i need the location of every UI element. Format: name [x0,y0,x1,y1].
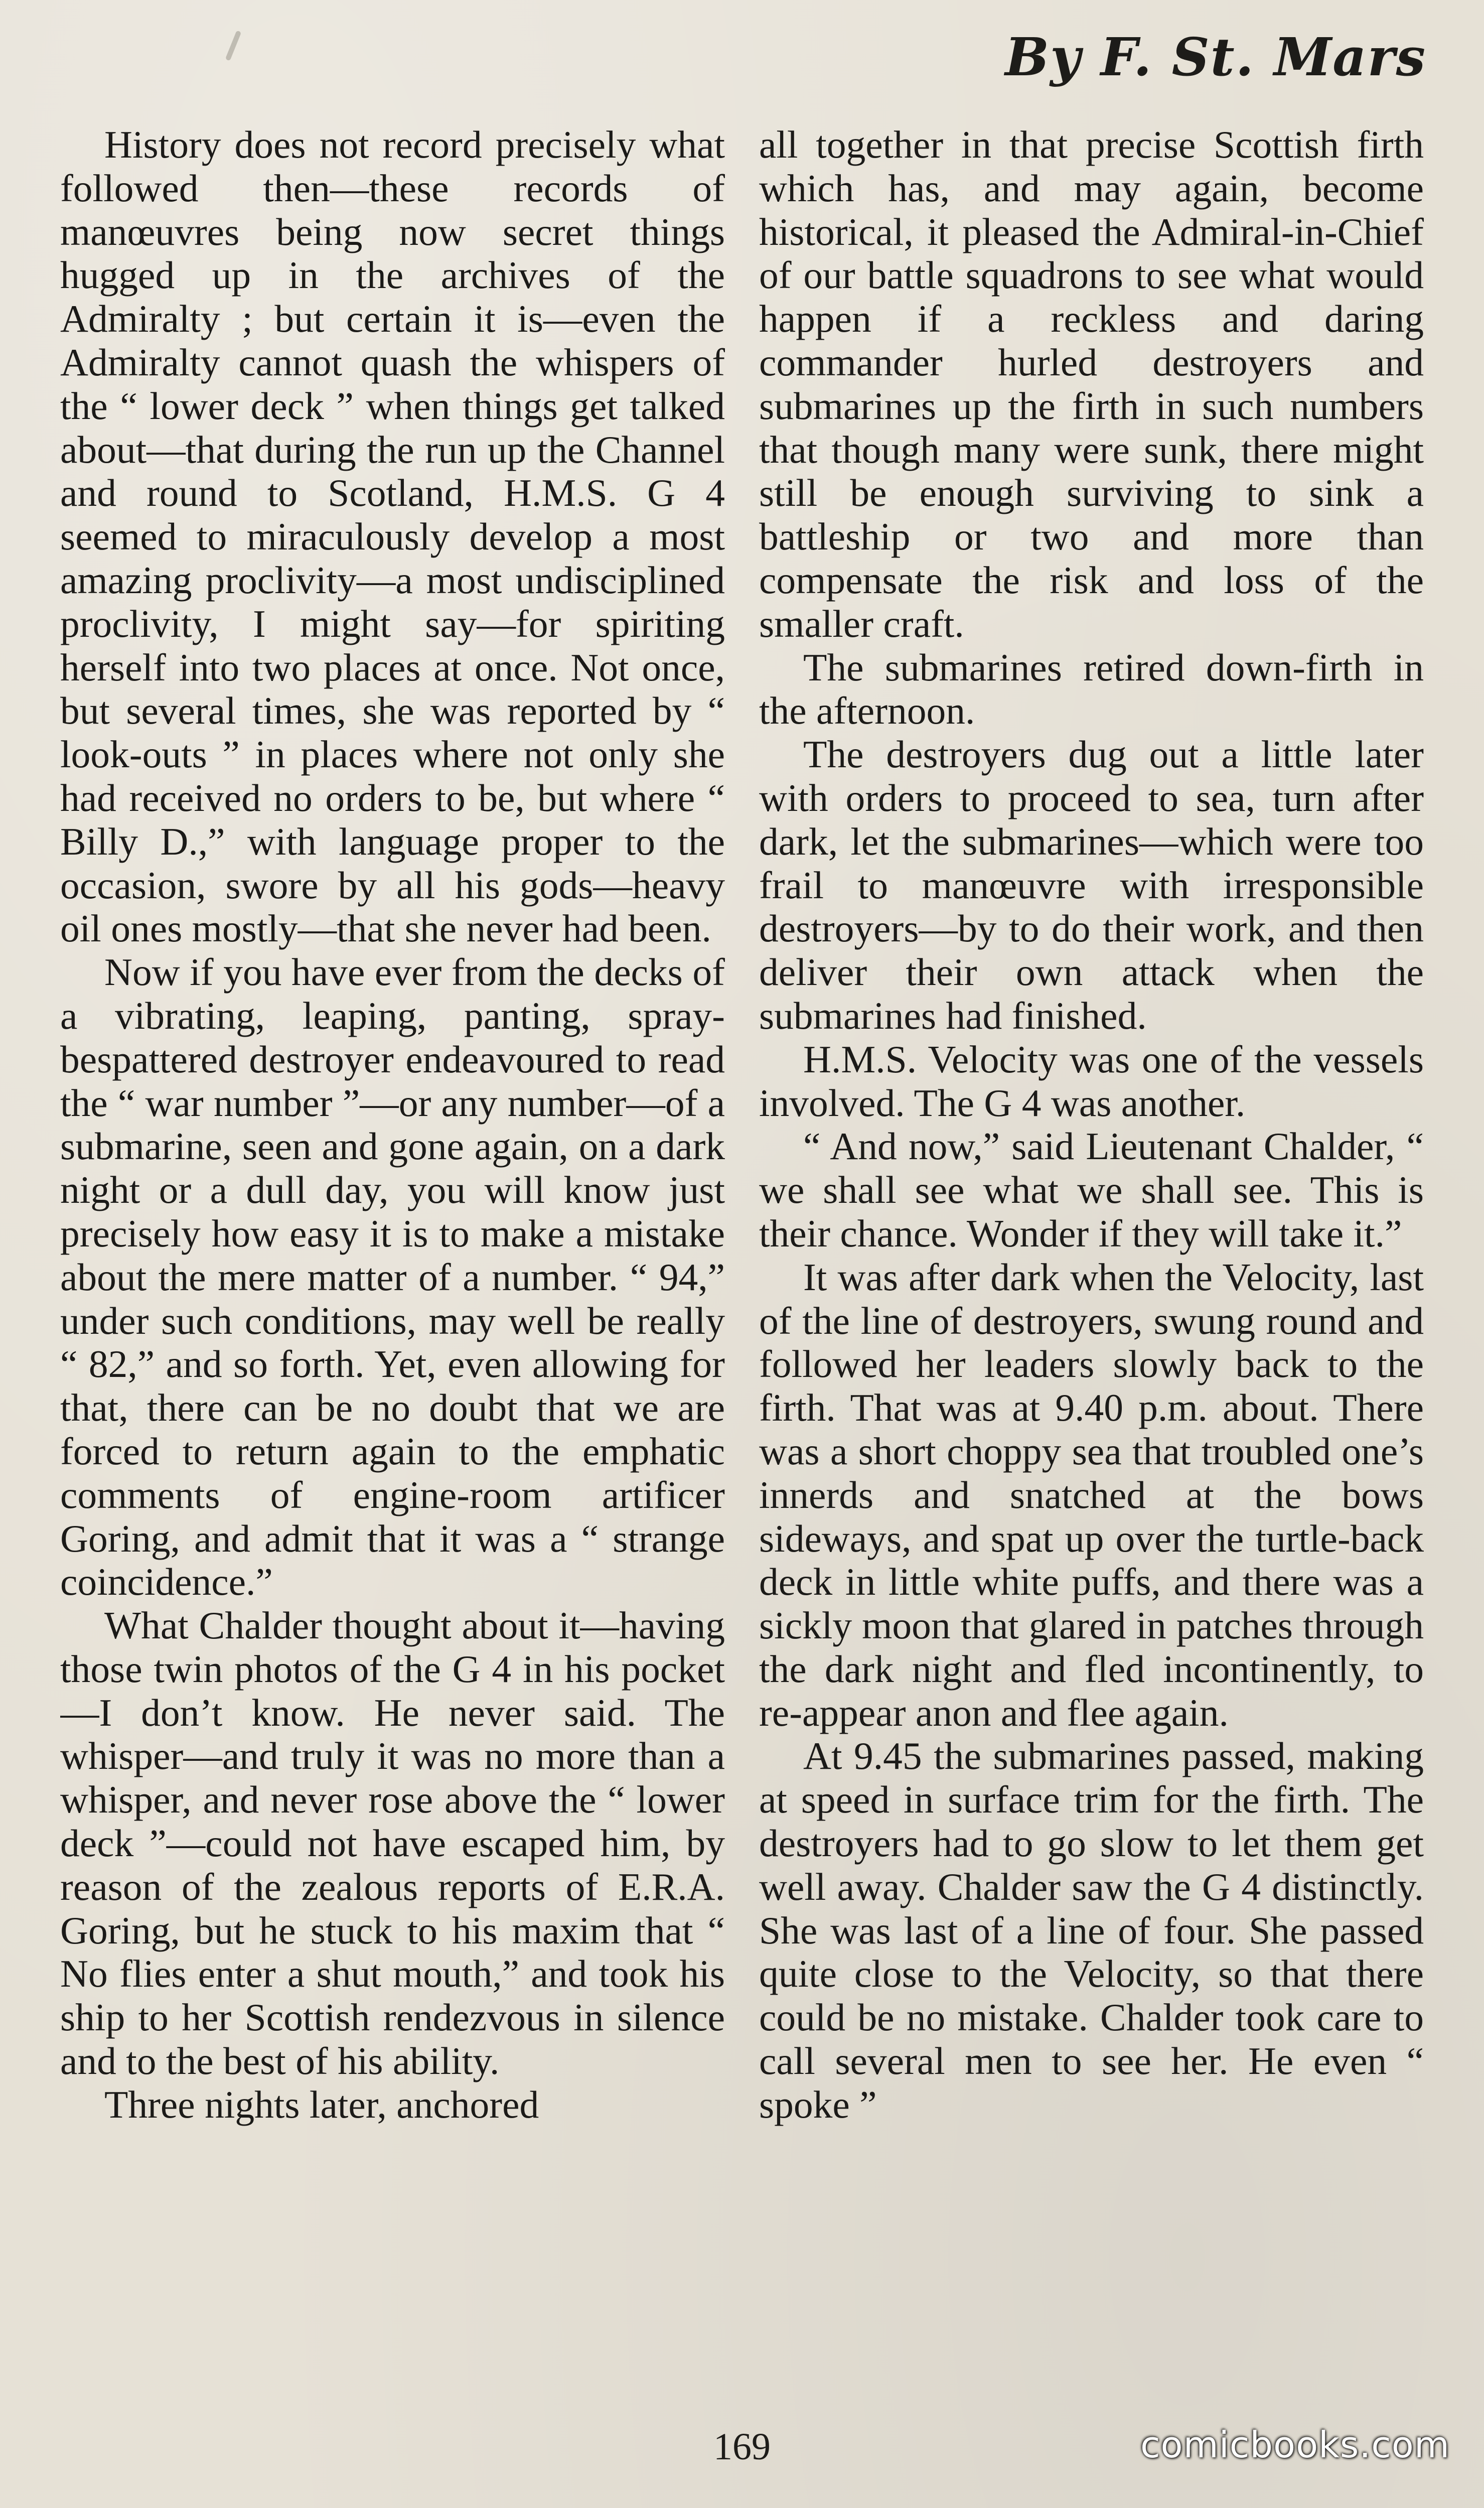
paragraph: The submarines retired down-firth in the afternoon. [759,645,1424,733]
paragraph-continued: all together in that precise Scottish firth which has, and may again, become historical, it pleased the Admiral-in-Chief of our battle squadrons to see what would happen if a reckless and daring commander hurled destroyers and submarines up the firth in such numbers that though many were sunk, there might still be enough surviving to sink a battleship or two and more than compensate the risk and loss of the smaller craft. [759,123,1424,645]
paragraph: It was after dark when the Velocity, last of the line of destroyers, swung round and followed her leaders slowly back to the firth. That was at 9.40 p.m. about. There was a short choppy sea that troubled one’s innerds and snatched at the bows sideways, and spat up over the turtle-back deck in little white puffs, and there was a sickly moon that glared in patches through the dark night and fled incontinently, to re-appear anon and flee again. [759,1255,1424,1734]
text-columns [60,123,1424,2371]
paragraph: Three nights later, anchored [104,2082,539,2126]
print-smudge [225,30,241,61]
site-watermark: comicbooks.com [1140,2424,1450,2466]
author-byline: By F. St. Mars [1005,26,1426,88]
left-column [60,123,725,2371]
paragraph: H.M.S. Velocity was one of the vessels involved. The G 4 was another. [759,1037,1424,1125]
paragraph: At 9.45 the submarines passed, making at speed in surface trim for the firth. The destroyers had to go slow to let them get well away. Chalder saw the G 4 distinctly. She was last of a line of four. She passed quite close to the Velocity, so that there could be no mistake. Chalder took care to call several men to see her. He even “ spoke ” [759,1734,1424,2126]
paragraph: The destroyers dug out a little later with orders to proceed to sea, turn after dark, let the submarines—which were too frail to manœuvre with irresponsible destroyers—by to do their work, and then deliver their own attack when the submarines had finished. [759,733,1424,1037]
paragraph: Now if you have ever from the decks of a vibrating, leaping, panting, spray-bespattered destroyer endeavoured to read the “ war number ”—or any number—of a submarine, seen and gone again, on a dark night or a dull day, you will know just precisely how easy it is to make a mistake about the mere matter of a number. “ 94,” under such conditions, may well be really “ 82,” and so forth. Yet, even allowing for that, there can be no doubt that we are forced to return again to the emphatic comments of engine-room artificer Goring, and admit that it was a “ strange coincidence.” [60,950,725,1604]
paragraph: History does not record precisely what followed then—these records of manœuvres being now secret things hugged up in the archives of the Admiralty ; but certain it is—even the Admiralty cannot quash the whispers of the “ lower deck ” when things get talked about—that during the run up the Channel and round to Scotland, H.M.S. G 4 seemed to miraculously develop a most amazing proclivity—a most undisciplined proclivity, I might say—for spiriting herself into two places at once. Not once, but several times, she was reported by “ look-outs ” in places where not only she had received no orders to be, but where “ Billy D.,” with language proper to the occasion, swore by all his gods—heavy oil ones mostly—that she never had been. [60,123,725,950]
page-number: 169 [713,2426,771,2468]
right-column [759,123,1424,2371]
paragraph: What Chalder thought about it—having those twin photos of the G 4 in his pocket—I don’t know. He never said. The whisper—and truly it was no more than a whisper, and never rose above the “ lower deck ”—could not have escaped him, by reason of the zealous reports of E.R.A. Goring, but he stuck to his maxim that “ No flies enter a shut mouth,” and took his ship to her Scottish rendezvous in silence and to the best of his ability. [60,1604,725,2083]
paragraph: “ And now,” said Lieutenant Chalder, “ we shall see what we shall see. This is their chance. Wonder if they will take it.” [759,1125,1424,1255]
